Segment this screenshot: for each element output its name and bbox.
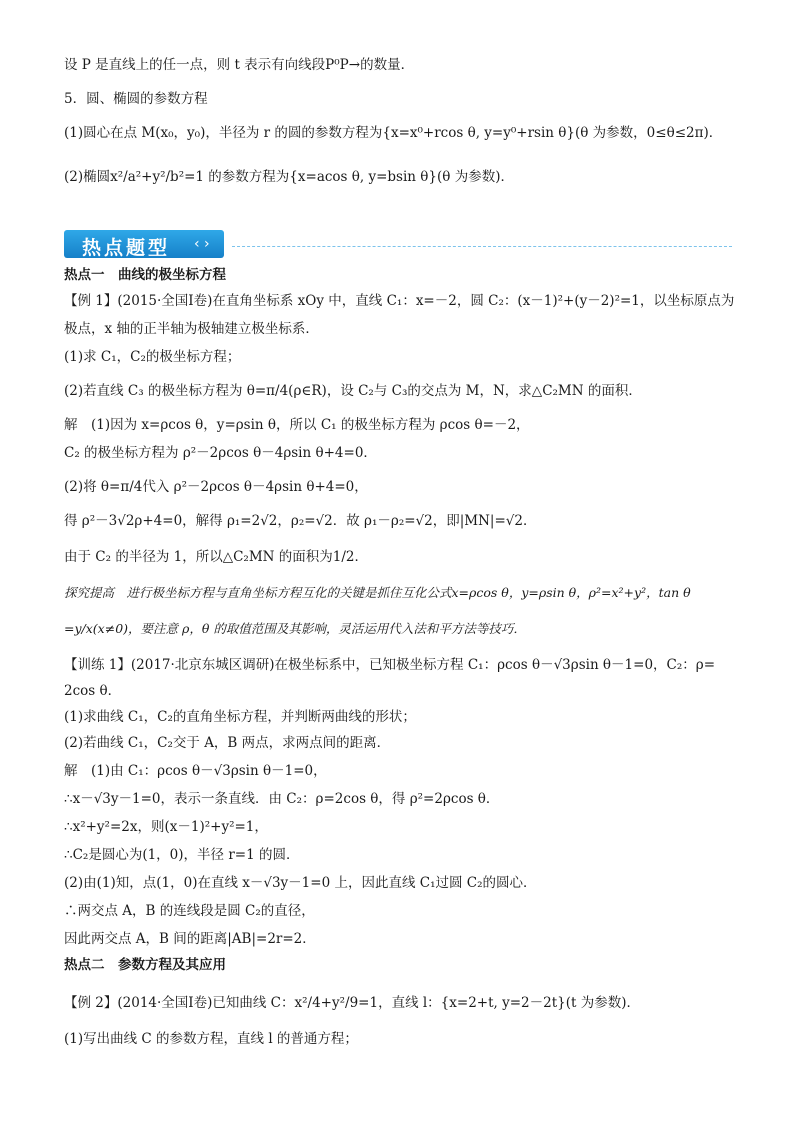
text-line: 【训练 1】(2017·北京东城区调研)在极坐标系中，已知极坐标方程 C₁：ρcos θ－√3ρsin θ－1=0，C₂：ρ= xyxy=(64,657,716,673)
banner-title: 热点题型 xyxy=(82,237,171,259)
text-line: ∴C₂是圆心为(1，0)，半径 r=1 的圆． xyxy=(64,847,300,863)
text-line: (2)若曲线 C₁，C₂交于 A，B 两点，求两点间的距离． xyxy=(64,735,391,751)
text-line: ∴x²+y²=2x，则(x－1)²+y²=1， xyxy=(64,819,268,835)
banner-divider xyxy=(232,246,732,247)
text-line: 由于 C₂ 的半径为 1，所以△C₂MN 的面积为1/2． xyxy=(64,549,368,565)
text-line: (2)将 θ=π/4代入 ρ²－2ρcos θ－4ρsin θ+4=0， xyxy=(64,479,368,495)
text-line: C₂ 的极坐标方程为 ρ²－2ρcos θ－4ρsin θ+4=0． xyxy=(64,445,377,461)
text-line: (2)椭圆x²/a²+y²/b²=1 的参数方程为{x=acos θ, y=bsin θ}(θ 为参数)． xyxy=(64,169,514,185)
text-line: ∴两交点 A，B 的连线段是圆 C₂的直径， xyxy=(64,903,315,919)
text-line: ∴x－√3y－1=0，表示一条直线．由 C₂：ρ=2cos θ，得 ρ²=2ρcos θ． xyxy=(64,791,500,807)
text-line: 【例 2】(2014·全国Ⅰ卷)已知曲线 C：x²/4+y²/9=1，直线 l：{x=2+t, y=2－2t}(t 为参数)． xyxy=(64,995,640,1011)
text-line: (1)圆心在点 M(x₀，y₀)，半径为 r 的圆的参数方程为{x=x⁰+rcos θ, y=y⁰+rsin θ}(θ 为参数，0≤θ≤2π)． xyxy=(64,125,723,141)
text-line: (2)若直线 C₃ 的极坐标方程为 θ=π/4(ρ∈R)，设 C₂与 C₃的交点为 M，N，求△C₂MN 的面积． xyxy=(64,383,642,399)
text-line: 极点，x 轴的正半轴为极轴建立极坐标系． xyxy=(64,321,319,337)
banner-arrows-icon: ‹ › xyxy=(194,236,210,252)
text-line: 探究提高 进行极坐标方程与直角坐标方程互化的关键是抓住互化公式x=ρcos θ，y=ρsin θ，ρ²=x²+y²，tan θ xyxy=(64,585,691,600)
text-line: 2cos θ． xyxy=(64,683,122,699)
text-line: 设 P 是直线上的任一点，则 t 表示有向线段P⁰P→的数量． xyxy=(64,57,415,73)
text-line: (1)写出曲线 C 的参数方程，直线 l 的普通方程； xyxy=(64,1031,358,1047)
text-line: 5．圆、椭圆的参数方程 xyxy=(64,91,208,107)
section-heading: 热点一 曲线的极坐标方程 xyxy=(64,267,226,283)
text-line: (1)求 C₁，C₂的极坐标方程； xyxy=(64,349,241,365)
text-line: 解 (1)因为 x=ρcos θ，y=ρsin θ，所以 C₁ 的极坐标方程为 ρcos θ=－2， xyxy=(64,417,530,433)
text-line: 【例 1】(2015·全国Ⅰ卷)在直角坐标系 xOy 中，直线 C₁：x=－2，圆 C₂：(x－1)²+(y－2)²=1，以坐标原点为 xyxy=(64,293,735,309)
section-banner xyxy=(64,230,734,260)
section-heading: 热点二 参数方程及其应用 xyxy=(64,957,226,973)
text-line: 得 ρ²－3√2ρ+4=0，解得 ρ₁=2√2，ρ₂=√2．故 ρ₁－ρ₂=√2，即|MN|=√2． xyxy=(64,513,537,529)
text-line: =y/x(x≠0)，要注意 ρ，θ 的取值范围及其影响，灵活运用代入法和平方法等技巧． xyxy=(64,621,526,636)
text-line: (2)由(1)知，点(1，0)在直线 x－√3y－1=0 上，因此直线 C₁过圆 C₂的圆心． xyxy=(64,875,537,891)
text-line: 因此两交点 A，B 间的距离|AB|=2r=2． xyxy=(64,931,316,947)
text-line: (1)求曲线 C₁，C₂的直角坐标方程，并判断两曲线的形状； xyxy=(64,709,416,725)
text-line: 解 (1)由 C₁：ρcos θ－√3ρsin θ－1=0， xyxy=(64,763,327,779)
